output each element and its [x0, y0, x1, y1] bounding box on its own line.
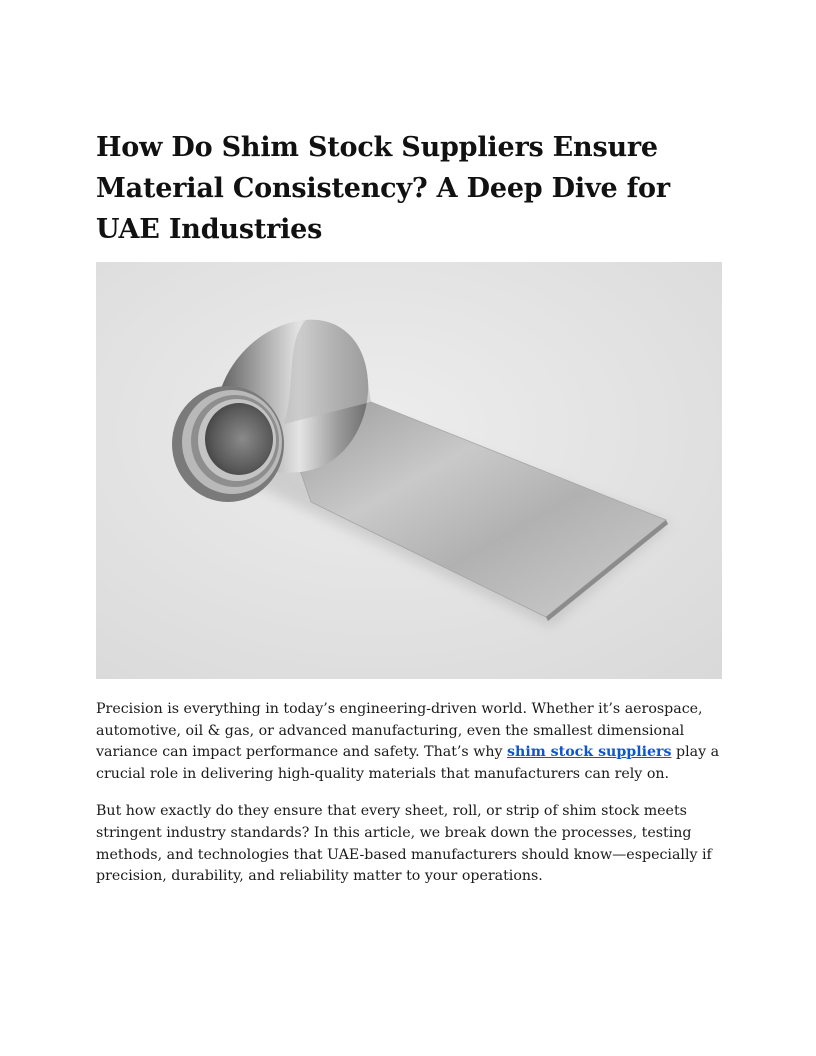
intro-text-after-link: play a crucial role in delivering high-quality materials that manufacturers can rely on.	[96, 744, 720, 782]
shim-stock-suppliers-link[interactable]: shim stock suppliers	[507, 744, 672, 761]
intro-text-before-link: Precision is everything in today’s engineering-driven world. Whether it’s aerospace, automotive, oil & gas, or advanced manufacturing, even the smallest dimensional variance can impact performance and safety. That’s why	[96, 701, 703, 761]
intro-paragraph	[96, 699, 724, 785]
document-page	[96, 127, 724, 888]
article-title: How Do Shim Stock Suppliers Ensure Material Consistency? A Deep Dive for UAE Industries	[96, 132, 670, 245]
second-paragraph: But how exactly do they ensure that every sheet, roll, or strip of shim stock meets stringent industry standards? In this article, we break down the processes, testing methods, and technologies that UAE-based manufacturers should know—especially if precision, durability, and reliability matter to your operations.	[96, 803, 712, 885]
hero-image	[96, 262, 722, 679]
